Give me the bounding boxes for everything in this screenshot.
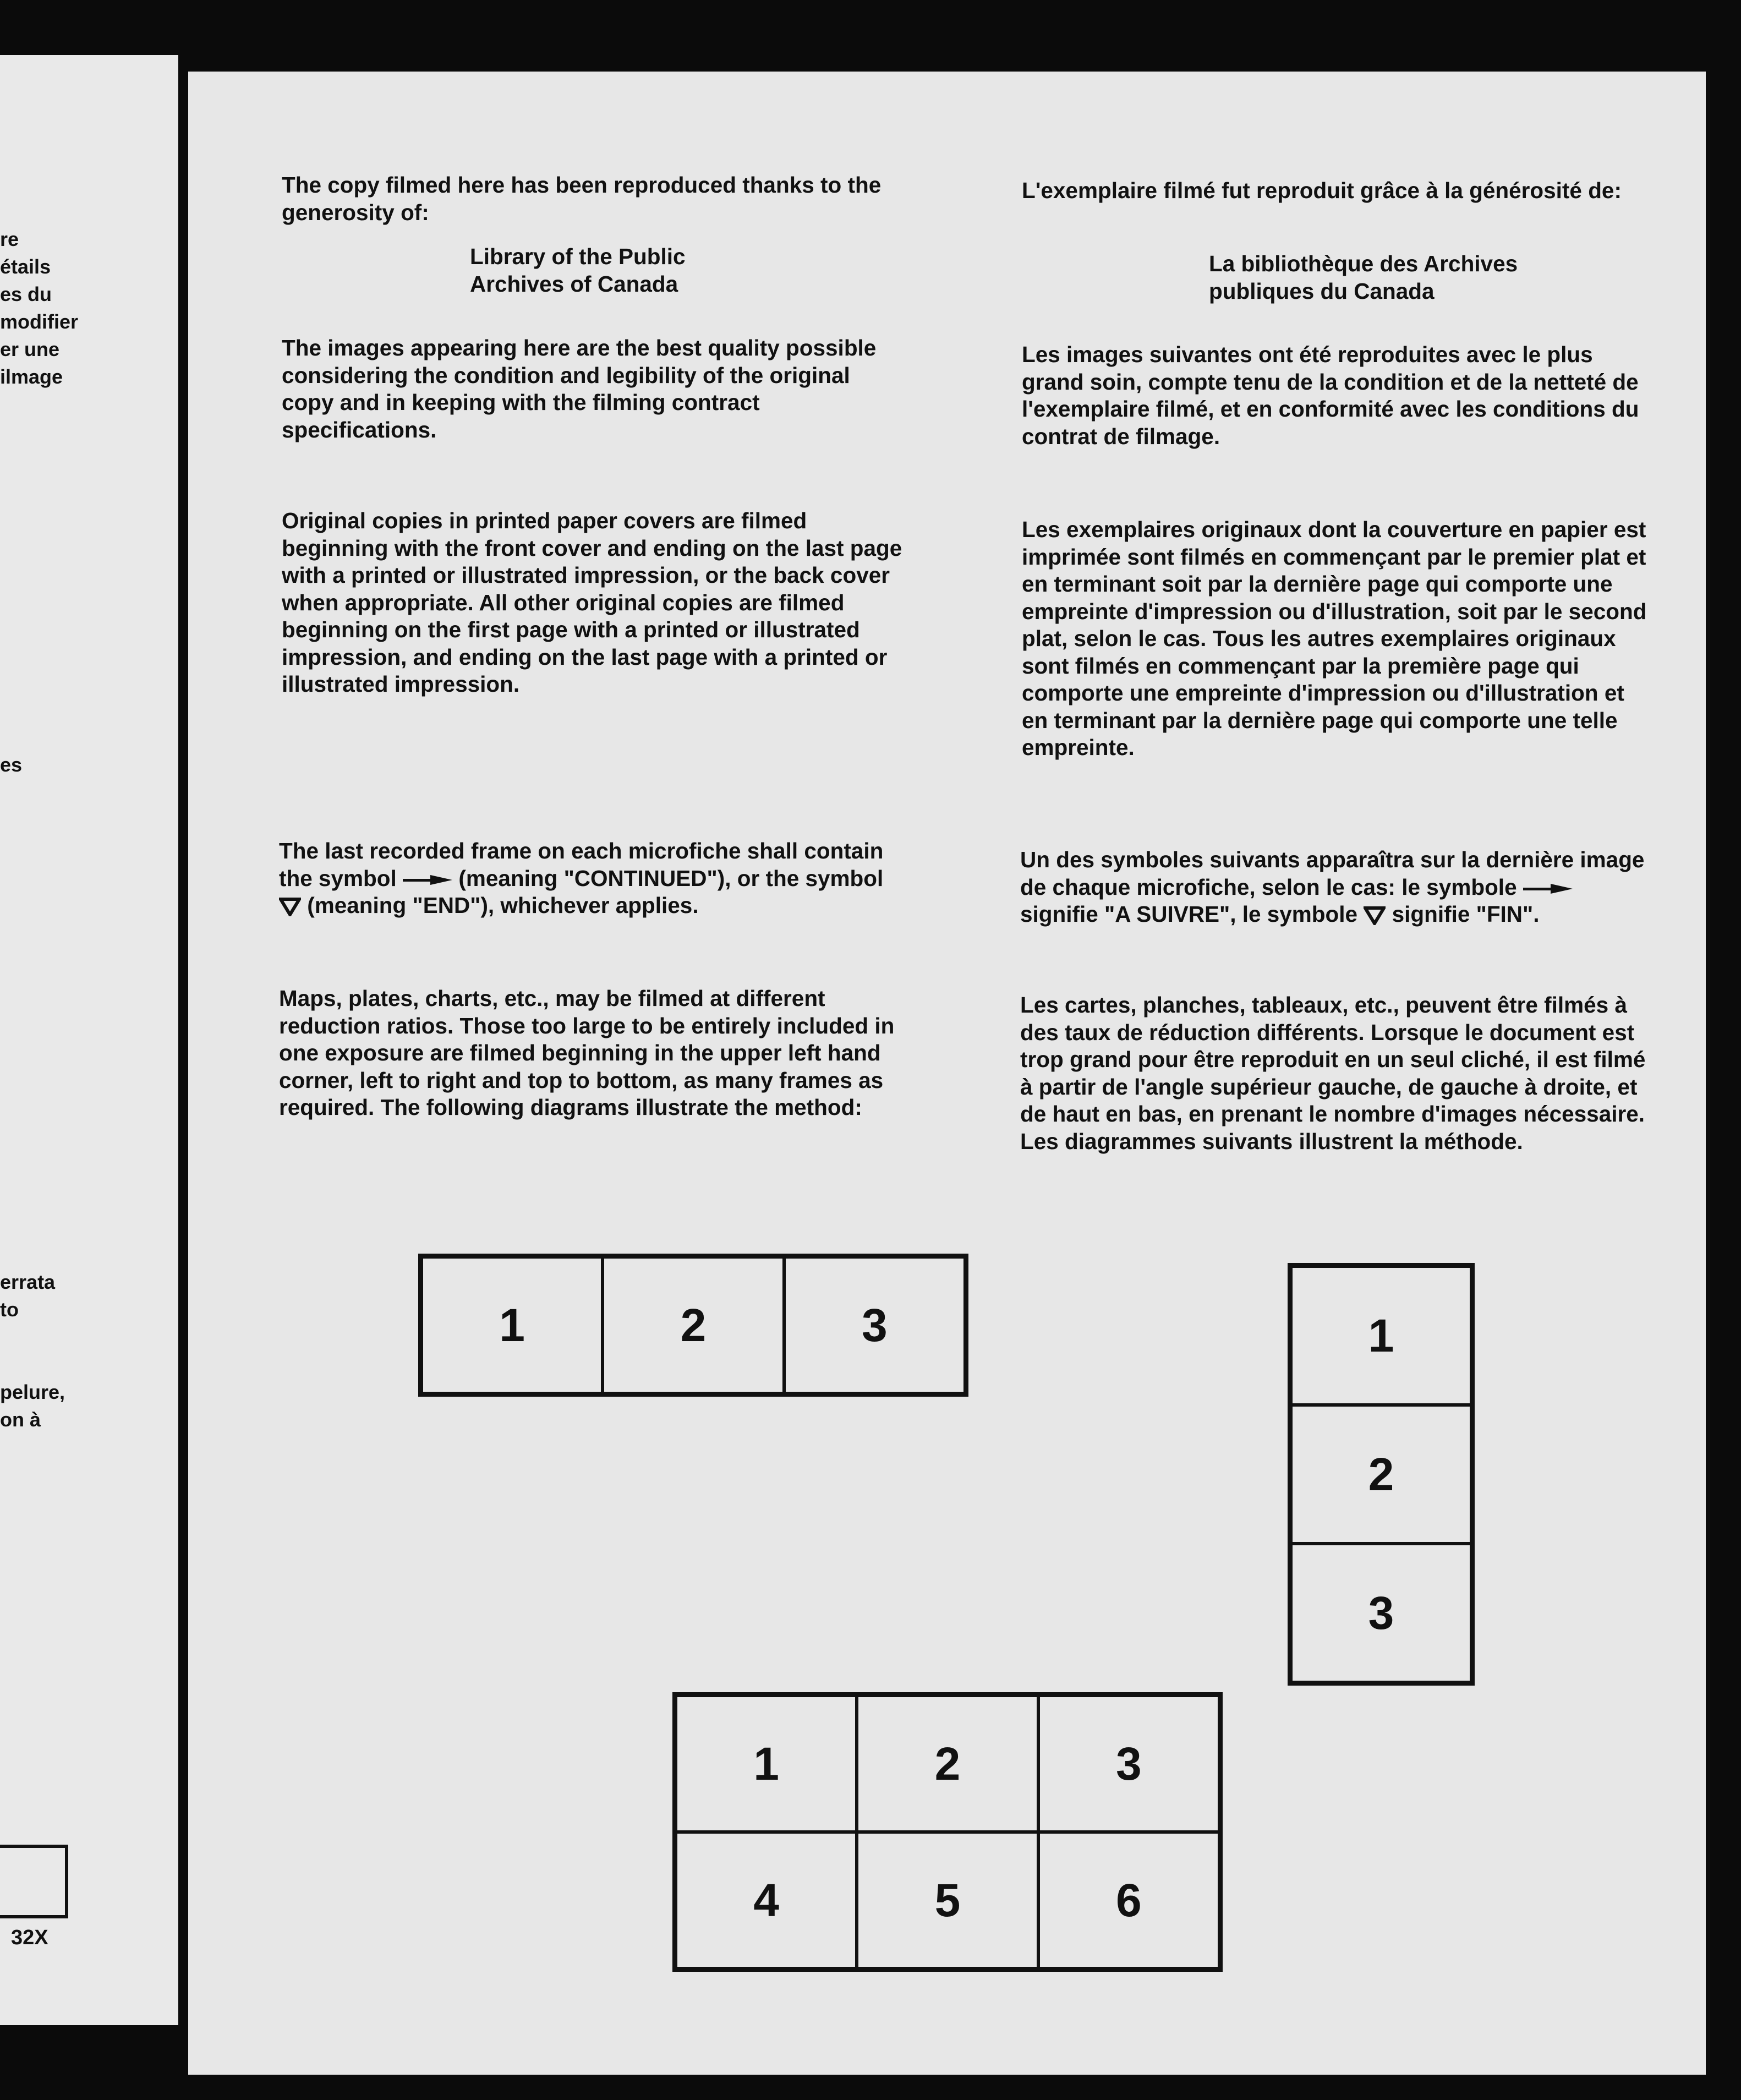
english-intro-text: The copy filmed here has been reproduced thanks to the generosity of: bbox=[282, 172, 882, 225]
french-maps-text: Les cartes, planches, tableaux, etc., peuvent être filmés à des taux de réduction différents. Lorsque le document est trop grand pour être reproduit en un seul cliché, il est filmé à partir de l'angle supérieur gauche, de gauche à droite, et de haut en bas, en prenant le nombre d'images nécessaire. Les diagrammes suivants illustrent la méthode. bbox=[1020, 992, 1646, 1154]
diagram-cell: 5 bbox=[857, 1832, 1038, 1968]
french-symbols-b: signifie "A SUIVRE", le symbole bbox=[1020, 901, 1358, 927]
diagram-cell: 3 bbox=[1291, 1544, 1471, 1682]
english-last-frame-a: The last recorded frame on each microfiche shall contain the symbol bbox=[279, 838, 884, 891]
diagram-grid bbox=[672, 1692, 1223, 1972]
french-original-copies-text: Les exemplaires originaux dont la couverture en papier est imprimée sont filmés en commençant par le premier plat et en terminant soit par la dernière page qui comporte une empreinte d'impression ou d'illustration, soit par le second plat, selon le cas. Tous les autres exemplaires originaux sont filmés en commençant par la première page qui comporte une empreinte d'impression ou d'illustration et en terminant par la dernière page qui comporte une telle empreinte. bbox=[1022, 517, 1647, 760]
diagram-cell: 2 bbox=[857, 1696, 1038, 1832]
english-original-copies-text: Original copies in printed paper covers are filmed beginning with the front cover and ending on the last page with a printed or illustrated impression, or the back cover when appropriate. All other original copies are filmed beginning on the first page with a printed or illustrated impression, and ending on the last page with a printed or illustrated impression. bbox=[282, 508, 902, 697]
fin-triangle-icon bbox=[1364, 906, 1386, 925]
diagram-cell: 1 bbox=[421, 1257, 603, 1393]
left-fragment: to bbox=[0, 1298, 19, 1321]
french-symbols-a: Un des symboles suivants apparaîtra sur la dernière image de chaque microfiche, selon le cas: le symbole bbox=[1020, 847, 1645, 900]
continued-arrow-icon bbox=[403, 874, 452, 885]
diagram-cell: 2 bbox=[603, 1257, 784, 1393]
diagram-cell: 4 bbox=[676, 1832, 857, 1968]
left-fragment: pelure, bbox=[0, 1381, 65, 1403]
diagram-cell: 6 bbox=[1038, 1832, 1219, 1968]
a-suivre-arrow-icon bbox=[1523, 883, 1573, 894]
left-fragment: es du bbox=[0, 283, 52, 305]
diagram-cell: 3 bbox=[1038, 1696, 1219, 1832]
diagram-horizontal bbox=[418, 1254, 968, 1397]
left-fragment: on à bbox=[0, 1408, 41, 1431]
french-library-line1: La bibliothèque des Archives bbox=[1209, 251, 1518, 276]
main-page bbox=[188, 72, 1706, 2075]
french-symbols-c: signifie "FIN". bbox=[1392, 901, 1540, 927]
left-box-label: 32X bbox=[11, 1926, 48, 1949]
english-maps-text: Maps, plates, charts, etc., may be filmed at different reduction ratios. Those too large to be entirely included in one exposure are filmed beginning in the upper left hand corner, left to right and top to bottom, as many frames as required. The following diagrams illustrate the method: bbox=[279, 986, 895, 1120]
french-maps bbox=[1020, 992, 1647, 1155]
left-fragment: modifier bbox=[0, 310, 79, 333]
diagram-cell: 2 bbox=[1291, 1405, 1471, 1544]
french-images-quality-text: Les images suivantes ont été reproduites avec le plus grand soin, compte tenu de la condition et de la netteté de l'exemplaire filmé, et en conformité avec les conditions du contrat de filmage. bbox=[1022, 342, 1639, 449]
french-images-quality bbox=[1022, 341, 1649, 450]
french-symbols bbox=[1020, 846, 1647, 928]
diagram-vertical bbox=[1288, 1263, 1475, 1686]
english-last-frame-c: (meaning "END"), whichever applies. bbox=[307, 893, 699, 918]
diagram-cell: 3 bbox=[784, 1257, 965, 1393]
french-original-copies bbox=[1022, 516, 1649, 762]
left-fragment: étails bbox=[0, 255, 51, 278]
french-intro-text: L'exemplaire filmé fut reproduit grâce à la générosité de: bbox=[1022, 178, 1622, 203]
french-library bbox=[1209, 250, 1627, 305]
left-box bbox=[0, 1845, 68, 1918]
french-library-line2: publiques du Canada bbox=[1209, 278, 1435, 304]
english-original-copies bbox=[282, 507, 904, 698]
english-images-quality bbox=[282, 335, 904, 444]
french-intro bbox=[1022, 177, 1649, 205]
english-library-line2: Archives of Canada bbox=[470, 271, 678, 297]
left-fragment: es bbox=[0, 753, 23, 776]
english-last-frame bbox=[279, 838, 901, 920]
english-maps bbox=[279, 985, 901, 1122]
diagram-cell: 1 bbox=[676, 1696, 857, 1832]
english-library-line1: Library of the Public bbox=[470, 244, 686, 269]
diagram-cell: 1 bbox=[1291, 1266, 1471, 1405]
english-last-frame-b: (meaning "CONTINUED"), or the symbol bbox=[458, 865, 884, 891]
end-triangle-icon bbox=[279, 898, 301, 916]
english-images-quality-text: The images appearing here are the best quality possible considering the condition and legibility of the original copy and in keeping with the filming contract specifications. bbox=[282, 335, 877, 442]
english-intro bbox=[282, 172, 904, 226]
left-fragment: re bbox=[0, 228, 19, 250]
english-library bbox=[470, 243, 855, 298]
left-fragment: er une bbox=[0, 338, 60, 360]
left-fragment: errata bbox=[0, 1271, 56, 1293]
left-fragment: ilmage bbox=[0, 365, 63, 388]
left-page-strip bbox=[0, 55, 178, 2025]
